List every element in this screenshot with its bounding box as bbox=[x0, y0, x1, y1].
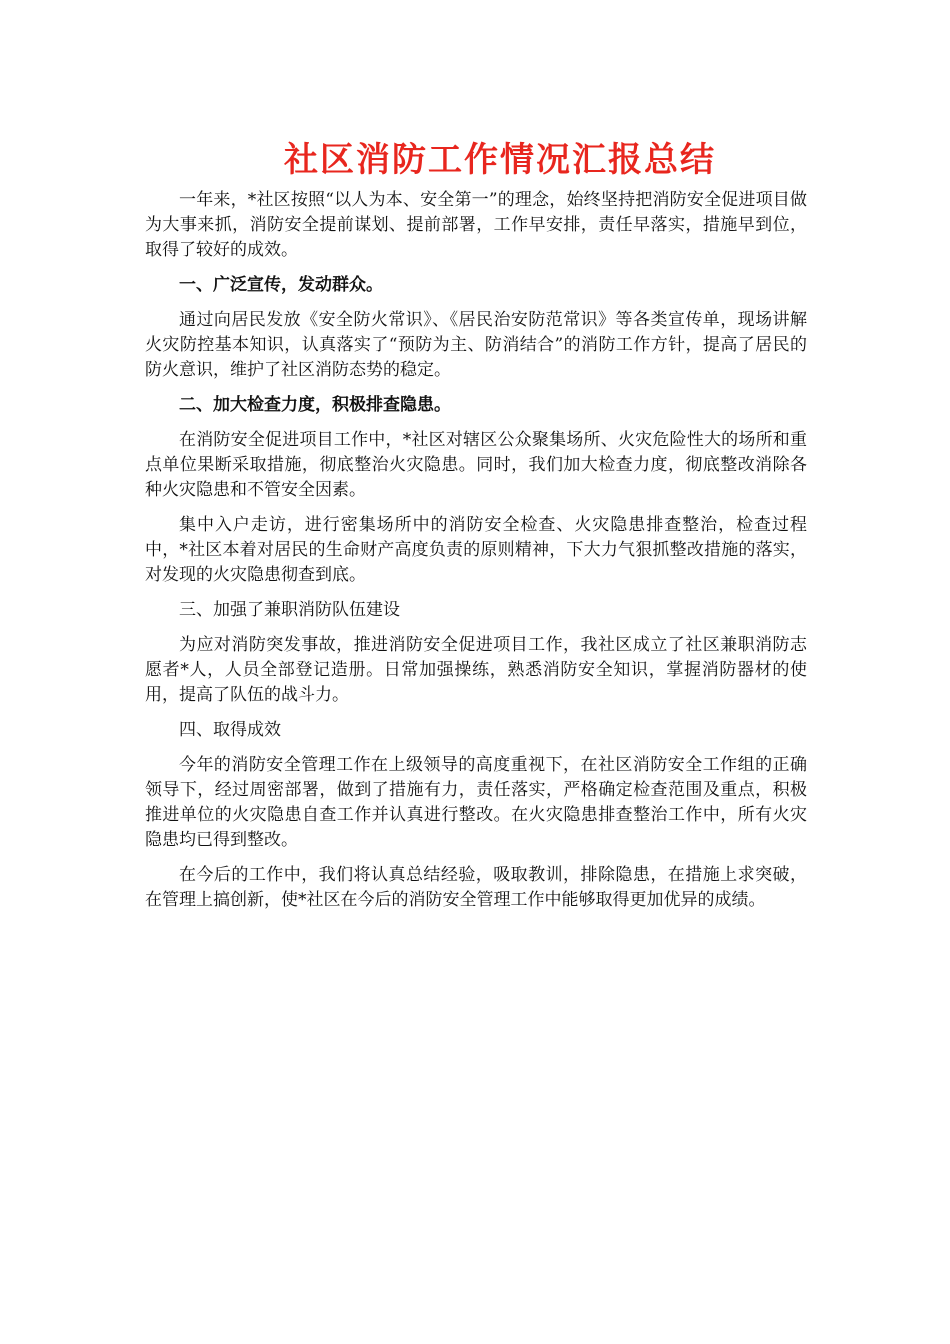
section-heading-2: 二、加大检查力度，积极排查隐患。 bbox=[179, 395, 451, 415]
closing-paragraph: 在今后的工作中，我们将认真总结经验，吸取教训，排除隐患，在措施上求突破，在管理上搞创新，使*社区在今后的消防安全管理工作中能够取得更加优异的成绩。 bbox=[145, 865, 807, 910]
section-2-paragraph-2: 集中入户走访，进行密集场所中的消防安全检查、火灾隐患排查整治，检查过程中，*社区本着对居民的生命财产高度负责的原则精神，下大力气狠抓整改措施的落实，对发现的火灾隐患彻查到底。 bbox=[145, 515, 807, 585]
section-4-paragraph: 今年的消防安全管理工作在上级领导的高度重视下，在社区消防安全工作组的正确领导下，经过周密部署，做到了措施有力，责任落实，严格确定检查范围及重点，积极推进单位的火灾隐患自查工作并认真进行整改。在火灾隐患排查整治工作中，所有火灾隐患均已得到整改。 bbox=[145, 755, 807, 850]
document-body bbox=[145, 188, 807, 923]
section-1-paragraph: 通过向居民发放《安全防火常识》、《居民治安防范常识》等各类宣传单，现场讲解火灾防控基本知识，认真落实了“预防为主、防消结合”的消防工作方针，提高了居民的防火意识，维护了社区消防态势的稳定。 bbox=[145, 310, 807, 380]
section-3-paragraph: 为应对消防突发事故，推进消防安全促进项目工作，我社区成立了社区兼职消防志愿者*人，人员全部登记造册。日常加强操练，熟悉消防安全知识，掌握消防器材的使用，提高了队伍的战斗力。 bbox=[145, 635, 807, 705]
section-2-paragraph-1: 在消防安全促进项目工作中，*社区对辖区公众聚集场所、火灾危险性大的场所和重点单位果断采取措施，彻底整治火灾隐患。同时，我们加大检查力度，彻底整改消除各种火灾隐患和不管安全因素。 bbox=[145, 430, 807, 500]
section-heading-1: 一、广泛宣传，发动群众。 bbox=[179, 275, 383, 295]
intro-paragraph: 一年来，*社区按照“以人为本、安全第一”的理念，始终坚持把消防安全促进项目做为大事来抓，消防安全提前谋划、提前部署，工作早安排，责任早落实，措施早到位，取得了较好的成效。 bbox=[145, 190, 807, 260]
document-title: 社区消防工作情况汇报总结 bbox=[284, 140, 716, 180]
section-heading-3: 三、加强了兼职消防队伍建设 bbox=[179, 600, 400, 620]
section-heading-4: 四、取得成效 bbox=[179, 720, 281, 740]
